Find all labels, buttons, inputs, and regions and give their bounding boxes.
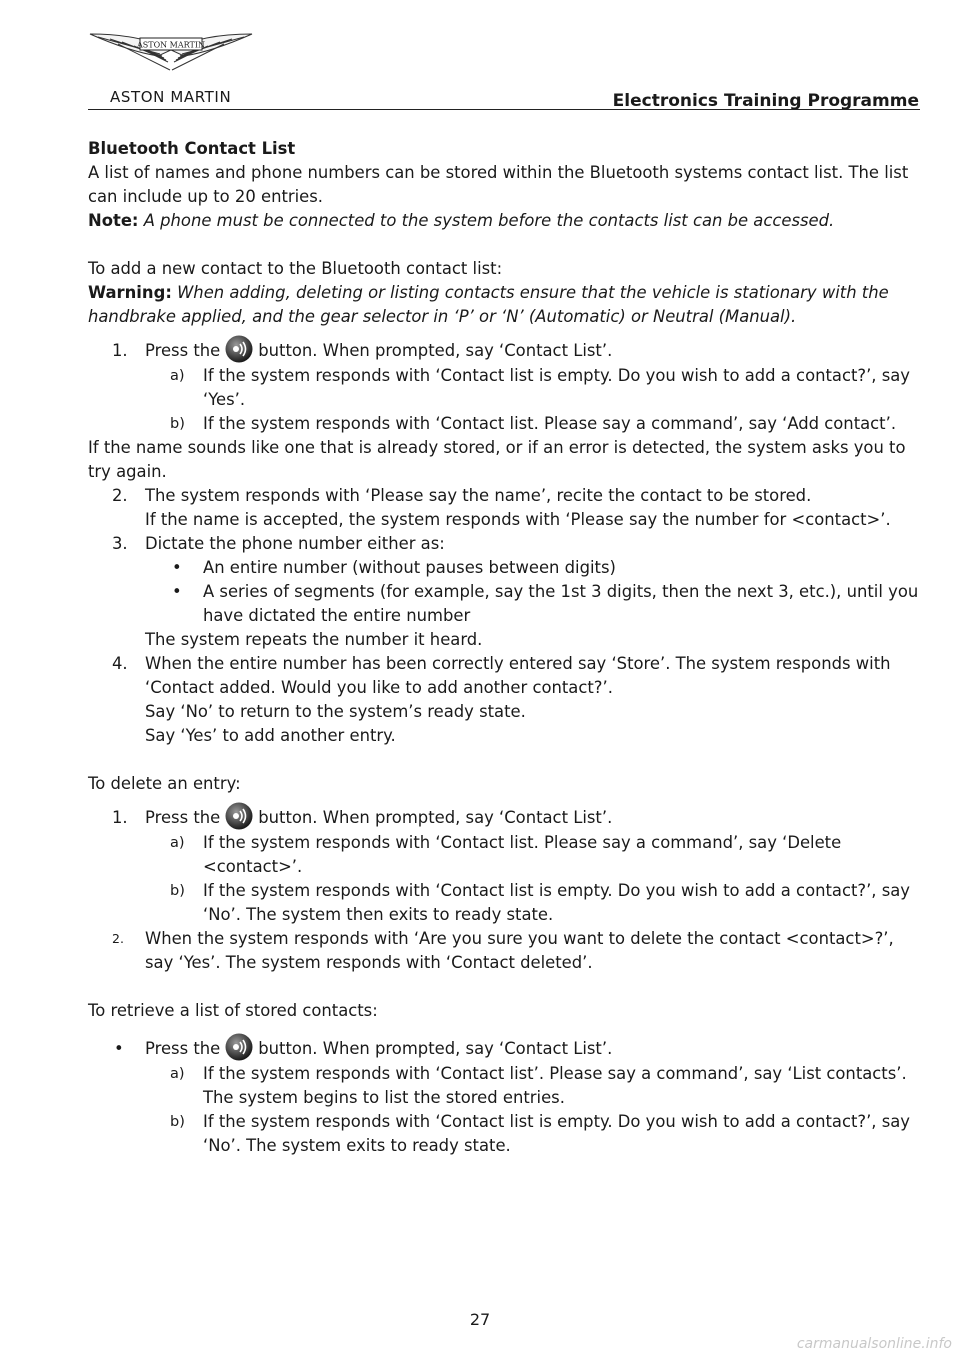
add-step-4 (88, 652, 924, 748)
document-body (88, 137, 924, 1158)
step-line-2: Say ‘No’ to return to the system’s ready state. (145, 702, 526, 721)
section-title: Bluetooth Contact List (88, 139, 296, 158)
bullet-text: An entire number (without pauses between digits) (203, 558, 616, 577)
step-number: 4. (112, 654, 128, 673)
warning-label: Warning: (88, 283, 172, 302)
step-text-after: button. When prompted, say ‘Contact List’. (258, 1039, 613, 1058)
logo-badge-text: ASTON MARTIN (136, 40, 206, 50)
add-step-2 (88, 484, 924, 532)
step-3-after: The system repeats the number it heard. (145, 630, 483, 649)
bullet-item (88, 580, 924, 628)
voice-button-icon (224, 334, 254, 364)
intro-paragraph: A list of names and phone numbers can be stored within the Bluetooth systems contact list. The list can include up to 20 entries. (88, 163, 909, 206)
substep-text: If the system responds with ‘Contact list. Please say a command’, say ‘Add contact’. (203, 414, 897, 433)
step-text-before: Press the (145, 808, 221, 827)
substep-letter: b) (170, 1114, 185, 1130)
step-number: 2. (112, 931, 124, 946)
delete-step-2 (88, 927, 924, 975)
header-title: Electronics Training Programme (612, 91, 919, 111)
voice-button-icon (224, 1032, 254, 1062)
delete-step-1 (88, 806, 924, 831)
substep-text: If the system responds with ‘Contact list is empty. Do you wish to add a contact?’, say ‘No’. The system then exits to ready state. (203, 881, 911, 924)
add-step-1 (88, 339, 924, 364)
retrieve-heading: To retrieve a list of stored contacts: (88, 1001, 378, 1020)
step-line-3: Say ‘Yes’ to add another entry. (145, 726, 396, 745)
substep-text: If the system responds with ‘Contact list is empty. Do you wish to add a contact?’, say ‘Yes’. (203, 366, 911, 409)
substep-letter: b) (170, 416, 185, 432)
step-text-after: button. When prompted, say ‘Contact List’. (258, 341, 613, 360)
note-text: A phone must be connected to the system before the contacts list can be accessed. (138, 211, 835, 230)
add-step-3 (88, 532, 924, 556)
add-step-1-b (88, 412, 924, 436)
step-number: 3. (112, 534, 128, 553)
step-text-before: Press the (145, 341, 221, 360)
step-text-before: Press the (145, 1039, 221, 1058)
step-text: Dictate the phone number either as: (145, 534, 445, 553)
retry-note: If the name sounds like one that is already stored, or if an error is detected, the system asks you to try again. (88, 438, 906, 481)
substep-letter: a) (170, 1066, 185, 1082)
logo-wordmark: ASTON MARTIN (110, 88, 232, 106)
bullet-icon: • (172, 558, 182, 577)
note-paragraph (88, 209, 924, 233)
bullet-icon: • (172, 582, 182, 601)
header-rule (88, 109, 920, 110)
step-text: When the entire number has been correctly entered say ‘Store’. The system responds with ‘Contact added. Would you like to add another contact?’. (145, 654, 891, 697)
step-text: The system responds with ‘Please say the name’, recite the contact to be stored. (145, 486, 812, 505)
step-text-after: button. When prompted, say ‘Contact List’. (258, 808, 613, 827)
voice-button-icon (224, 801, 254, 831)
step-text: When the system responds with ‘Are you sure you want to delete the contact <contact>?’, say ‘Yes’. The system responds with ‘Contact deleted’. (145, 929, 894, 972)
retrieve-step-b (88, 1110, 924, 1158)
bullet-text: A series of segments (for example, say the 1st 3 digits, then the next 3, etc.), until you have dictated the entire number (203, 582, 919, 625)
bullet-item (88, 556, 924, 580)
warning-text: When adding, deleting or listing contacts ensure that the vehicle is stationary with the handbrake applied, and the gear selector in ‘P’ or ‘N’ (Automatic) or Neutral (Manual). (88, 283, 889, 326)
substep-letter: a) (170, 368, 185, 384)
aston-martin-wings-logo (88, 30, 254, 74)
retrieve-bullet (88, 1037, 924, 1062)
warning-paragraph (88, 281, 924, 329)
watermark: carmanualsonline.info (796, 1336, 952, 1352)
add-heading: To add a new contact to the Bluetooth contact list: (88, 259, 503, 278)
step-number: 1. (112, 341, 128, 360)
step-text-2: If the name is accepted, the system responds with ‘Please say the number for <contact>’. (145, 510, 891, 529)
step-number: 1. (112, 808, 128, 827)
note-label: Note: (88, 211, 139, 230)
page-number: 27 (469, 1310, 491, 1329)
bullet-icon: • (114, 1039, 124, 1058)
step-number: 2. (112, 486, 128, 505)
delete-heading: To delete an entry: (88, 774, 241, 793)
retrieve-step-a (88, 1062, 924, 1110)
substep-letter: a) (170, 835, 185, 851)
substep-letter: b) (170, 883, 185, 899)
substep-text: If the system responds with ‘Contact list is empty. Do you wish to add a contact?’, say ‘No’. The system exits to ready state. (203, 1112, 911, 1155)
substep-text: If the system responds with ‘Contact list’. Please say a command’, say ‘List contacts’. The system begins to list the stored entries. (203, 1064, 907, 1107)
add-step-1-a (88, 364, 924, 412)
substep-text: If the system responds with ‘Contact list. Please say a command’, say ‘Delete <contact>’. (203, 833, 842, 876)
delete-step-1-b (88, 879, 924, 927)
delete-step-1-a (88, 831, 924, 879)
